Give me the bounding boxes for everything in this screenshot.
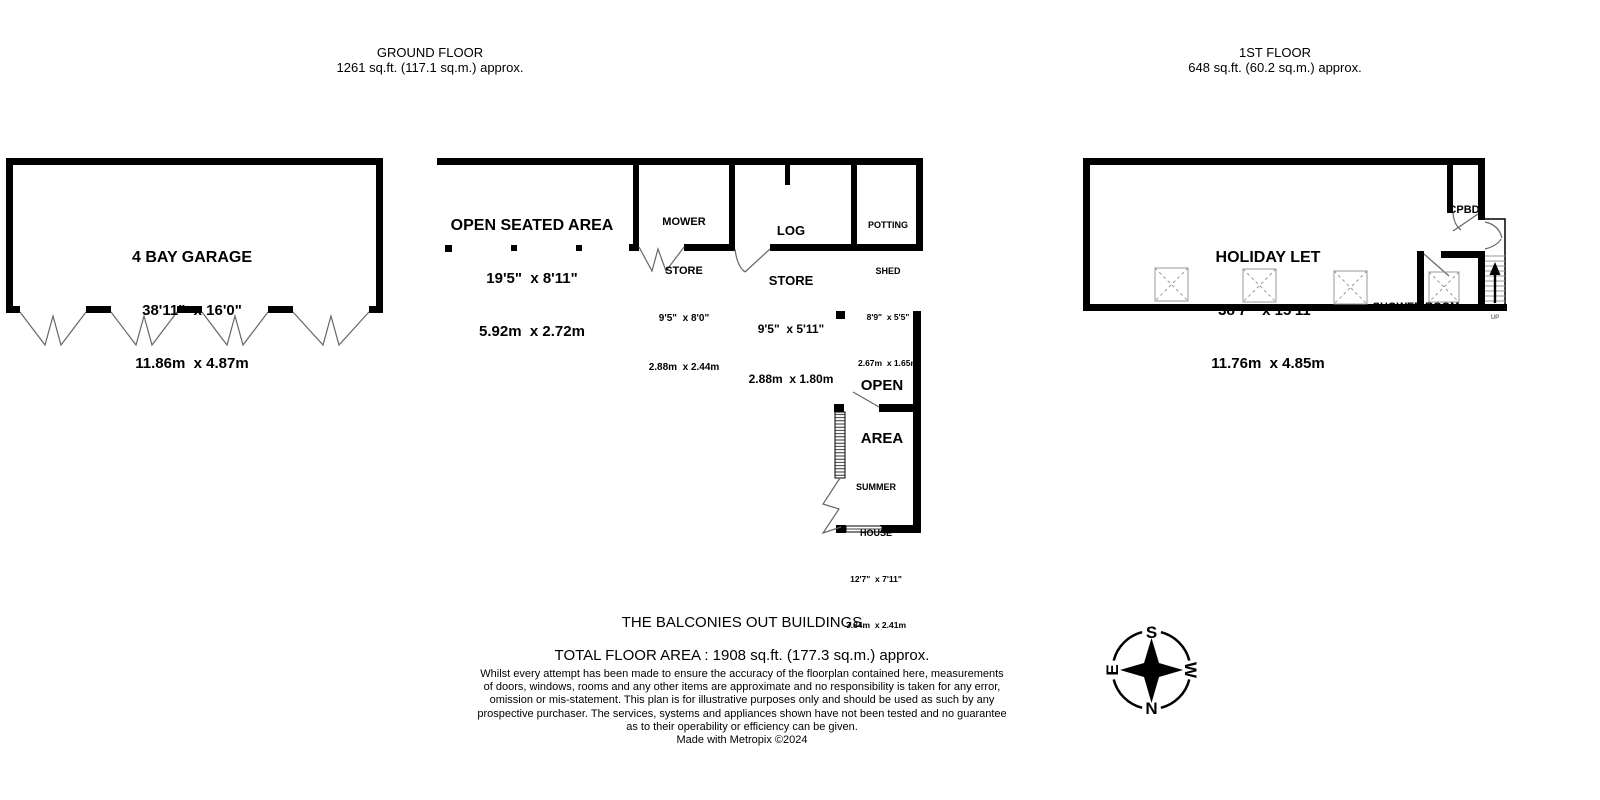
ground-floor-header <box>337 45 524 75</box>
room-label-potting-shed: POTTING SHED 8'9" x 5'5" 2.67m x 1.65m <box>857 220 919 368</box>
room-label-garage: 4 BAY GARAGE 38'11" x 16'0" 11.86m x 4.87m <box>131 249 253 372</box>
disclaimer-line: omission or mis-statement. This plan is for illustrative purposes only and should be used as such by any <box>489 694 995 707</box>
room-label-mower-store: MOWER STORE 9'5" x 8'0" 2.88m x 2.44m <box>648 216 720 373</box>
compass-label-east: E <box>1103 664 1122 676</box>
metropix-credit: Made with Metropix ©2024 <box>676 734 808 747</box>
disclaimer-line: of doors, windows, rooms and any other items are approximate and no responsibility is taken for any error, <box>483 681 1001 694</box>
stairs-up-label: UP <box>1490 315 1500 321</box>
disclaimer <box>477 668 1006 747</box>
staircase <box>1485 219 1505 304</box>
summer-house-window-left <box>835 412 845 478</box>
skylight-icon <box>1155 268 1188 301</box>
compass-rose-icon <box>1103 623 1200 718</box>
compass-label-south: S <box>1145 623 1158 642</box>
disclaimer-line: as to their operability or efficiency can be given. <box>626 720 858 733</box>
plan-title: THE BALCONIES OUT BUILDINGS <box>621 614 863 631</box>
room-label-open-area: OPEN AREA <box>860 377 904 447</box>
summer-house-door-swing-left <box>823 478 841 533</box>
landing-door-swings <box>1485 222 1502 249</box>
disclaimer-line: Whilst every attempt has been made to ensure the accuracy of the floorplan contained here, measurements <box>480 668 1004 680</box>
ground-floor-area: 1261 sq.ft. (117.1 sq.m.) approx. <box>336 60 524 75</box>
stairs-up-arrow <box>1490 262 1501 303</box>
room-label-summer-house: SUMMER HOUSE 12'7" x 7'11" 3.84m x 2.41m <box>845 482 907 630</box>
room-label-open-seated-area: OPEN SEATED AREA 19'5" x 8'11" 5.92m x 2.72m <box>450 217 614 340</box>
first-floor-area: 648 sq.ft. (60.2 sq.m.) approx. <box>1188 60 1362 75</box>
first-floor-title: 1ST FLOOR <box>1238 45 1312 60</box>
skylight-icon <box>1334 271 1367 304</box>
total-floor-area: TOTAL FLOOR AREA : 1908 sq.ft. (177.3 sq.m.) approx. <box>554 647 930 664</box>
first-floor-header <box>1188 45 1361 75</box>
compass-label-west: W <box>1181 661 1200 679</box>
disclaimer-line: prospective purchaser. The services, systems and appliances shown have not been tested and no guarantee <box>477 707 1007 720</box>
compass-star <box>1120 638 1183 703</box>
ground-floor-title: GROUND FLOOR <box>376 45 484 60</box>
room-label-cupboard: CPBD <box>1448 204 1480 216</box>
room-label-log-store: LOG STORE 9'5" x 5'11" 2.88m x 1.80m <box>748 223 834 386</box>
compass-label-north: N <box>1145 699 1158 718</box>
room-label-holiday-let: HOLIDAY LET 38'7" x 15'11" 11.76m x 4.85m <box>1211 249 1325 372</box>
room-label-shower-room: SHOWER ROOM <box>1372 301 1460 313</box>
